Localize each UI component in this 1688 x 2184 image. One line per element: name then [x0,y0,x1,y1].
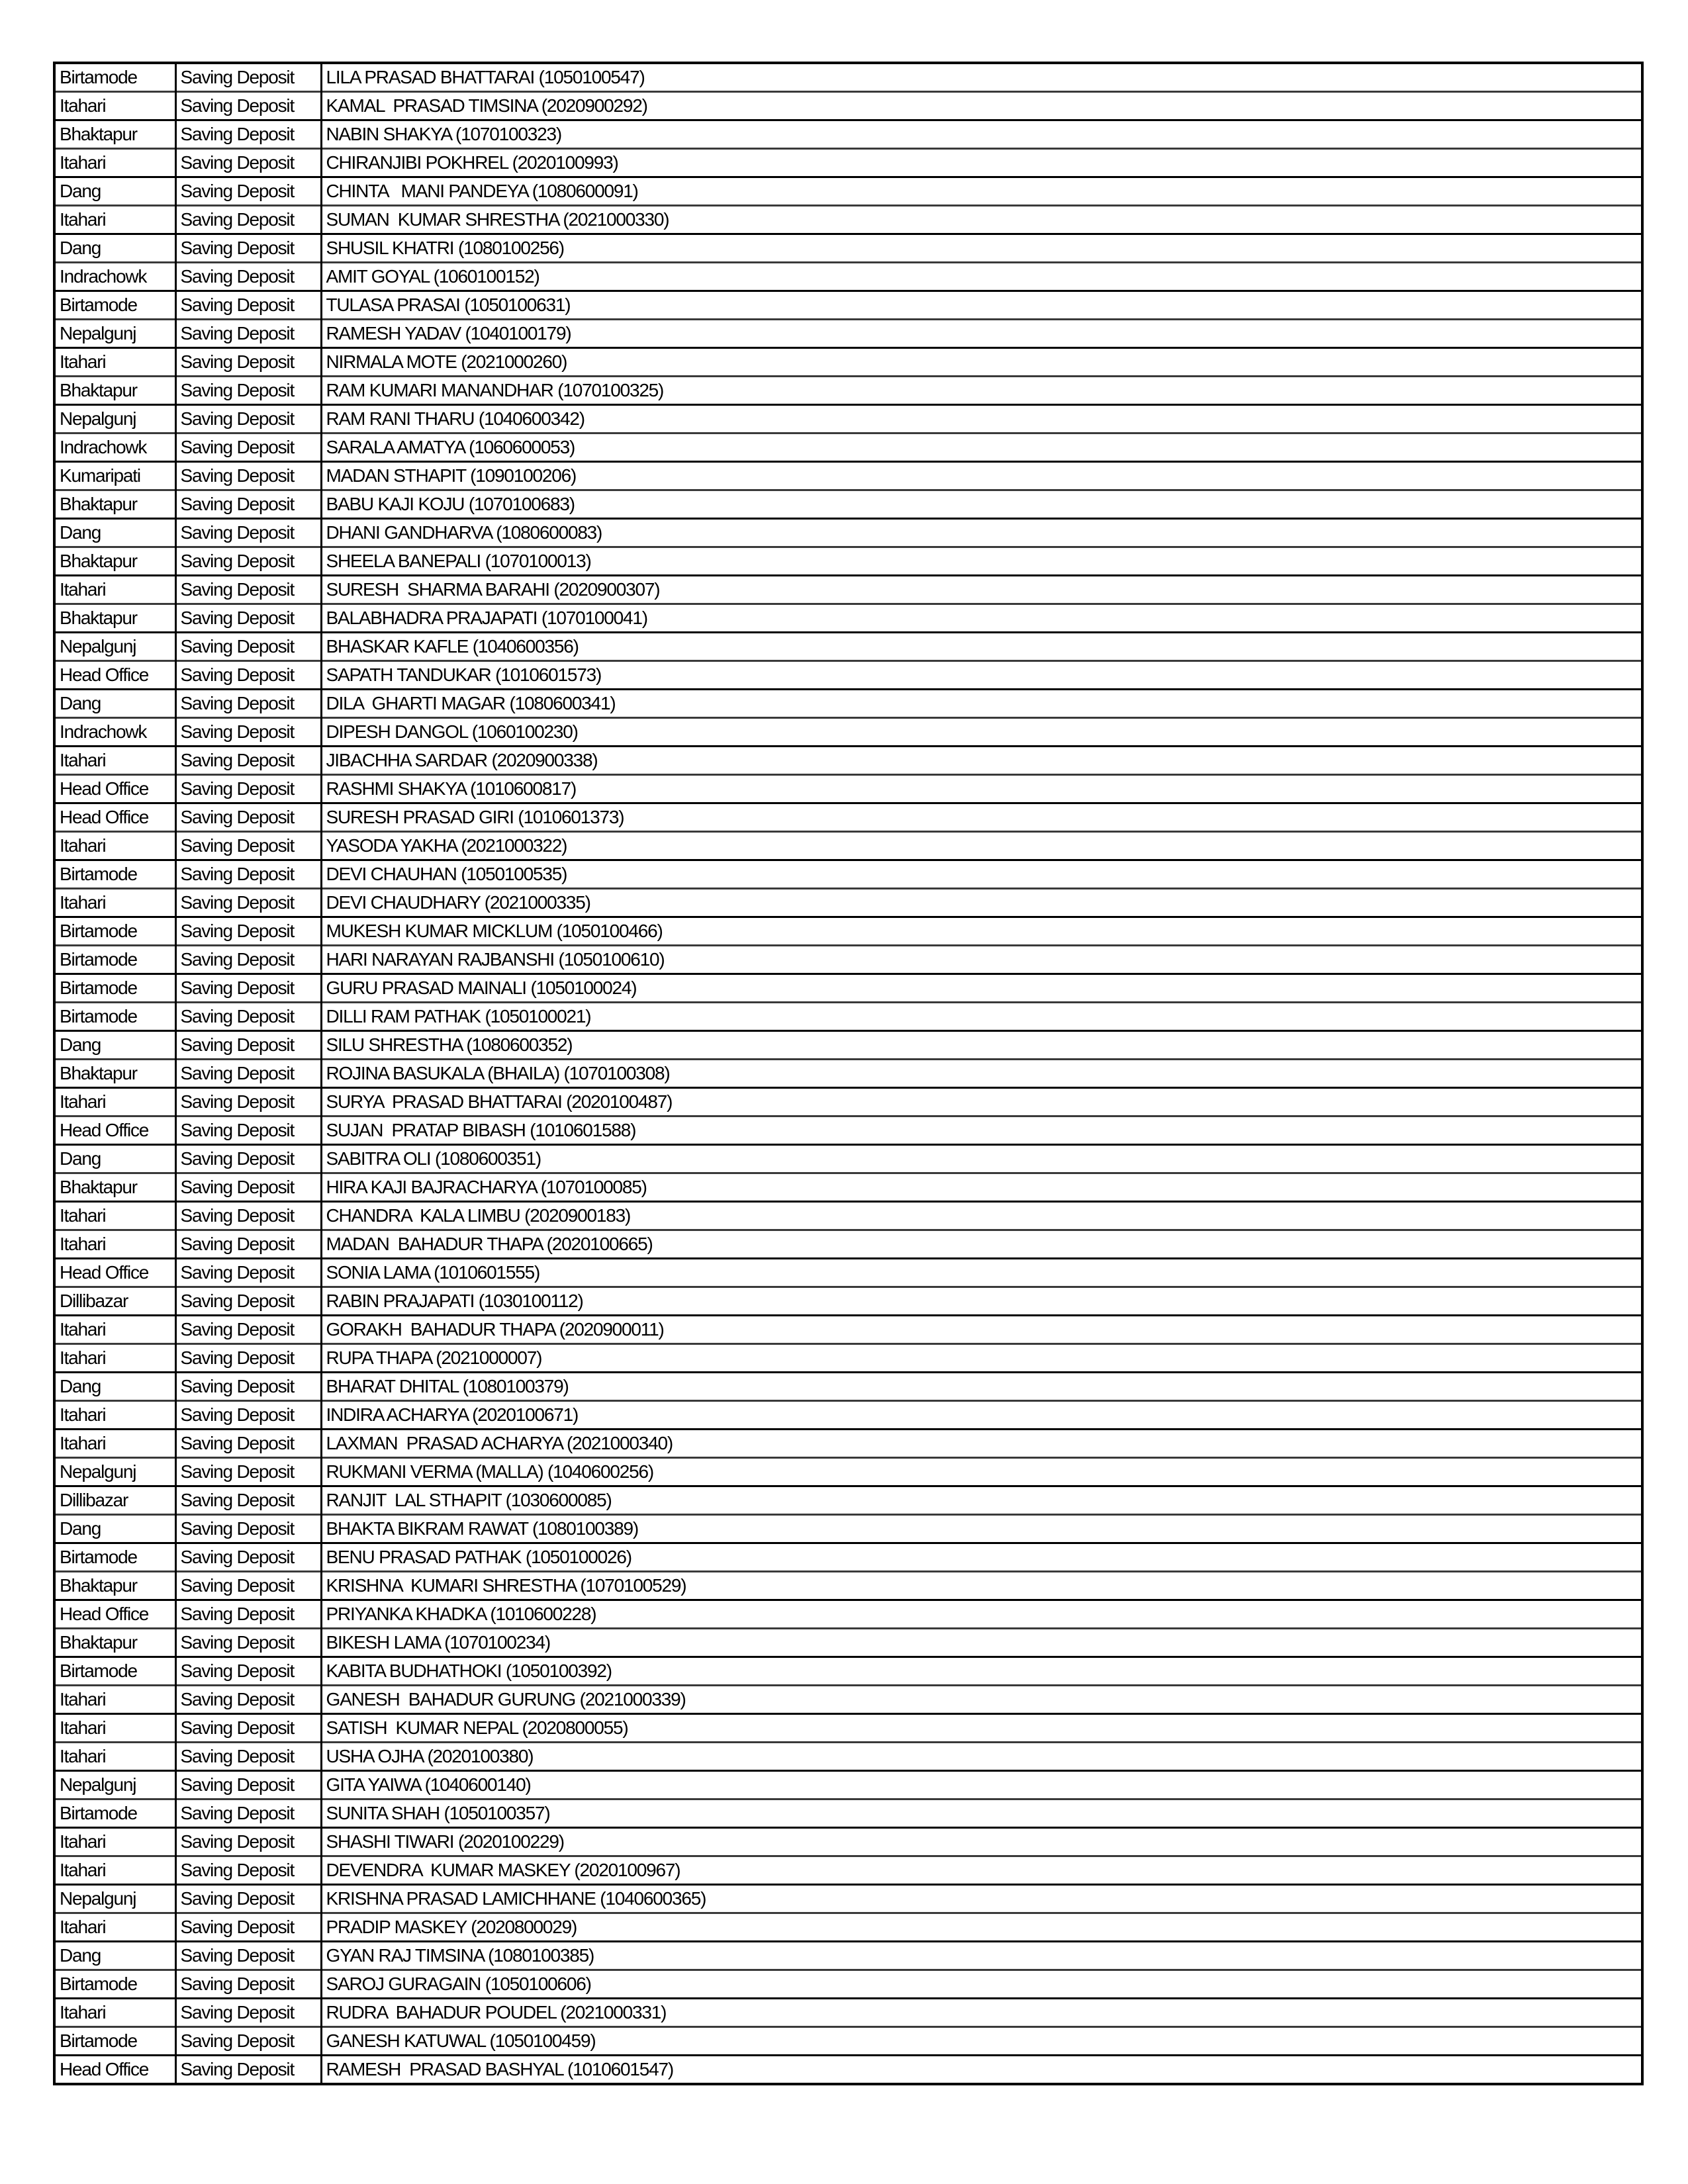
account-holder-cell: JIBACHHA SARDAR (2020900338) [321,747,1642,775]
table-row [54,917,1642,946]
account-holder-cell: KRISHNA KUMARI SHRESTHA (1070100529) [321,1572,1642,1600]
account-holder-cell: SHUSIL KHATRI (1080100256) [321,234,1642,263]
account-holder-cell: DEVI CHAUHAN (1050100535) [321,860,1642,889]
table-row [54,576,1642,604]
table-row [54,348,1642,377]
table-row [54,974,1642,1003]
table-row [54,1401,1642,1430]
account-holder-cell: RASHMI SHAKYA (1010600817) [321,775,1642,803]
account-holder-cell: CHINTA MANI PANDEYA (1080600091) [321,177,1642,206]
account-holder-cell: BHASKAR KAFLE (1040600356) [321,633,1642,661]
branch-cell: Nepalgunj [54,320,175,348]
account-type-cell: Saving Deposit [175,1088,321,1116]
branch-cell: Itahari [54,206,175,234]
branch-cell: Dillibazar [54,1287,175,1316]
account-type-cell: Saving Deposit [175,263,321,291]
branch-cell: Dang [54,690,175,718]
branch-cell: Bhaktapur [54,1629,175,1657]
account-type-cell: Saving Deposit [175,1629,321,1657]
account-holder-cell: INDIRA ACHARYA (2020100671) [321,1401,1642,1430]
account-holder-cell: CHIRANJIBI POKHREL (2020100993) [321,149,1642,177]
branch-cell: Bhaktapur [54,490,175,519]
table-row [54,1259,1642,1287]
account-type-cell: Saving Deposit [175,1600,321,1629]
account-type-cell: Saving Deposit [175,63,321,92]
account-holder-cell: SUNITA SHAH (1050100357) [321,1799,1642,1828]
account-holder-cell: SABITRA OLI (1080600351) [321,1145,1642,1173]
branch-cell: Birtamode [54,1003,175,1031]
table-row [54,604,1642,633]
table-row [54,1856,1642,1885]
table-row [54,234,1642,263]
account-holder-cell: RAM RANI THARU (1040600342) [321,405,1642,433]
account-type-cell: Saving Deposit [175,377,321,405]
branch-cell: Indrachowk [54,718,175,747]
account-holder-cell: RABIN PRAJAPATI (1030100112) [321,1287,1642,1316]
branch-cell: Itahari [54,1828,175,1856]
table-row [54,832,1642,860]
account-holder-cell: TULASA PRASAI (1050100631) [321,291,1642,320]
account-type-cell: Saving Deposit [175,1970,321,1999]
account-list-table [53,62,1644,2085]
branch-cell: Dang [54,1942,175,1970]
branch-cell: Itahari [54,1856,175,1885]
branch-cell: Head Office [54,803,175,832]
table-row [54,291,1642,320]
account-type-cell: Saving Deposit [175,718,321,747]
account-type-cell: Saving Deposit [175,1259,321,1287]
account-type-cell: Saving Deposit [175,234,321,263]
account-type-cell: Saving Deposit [175,120,321,149]
branch-cell: Bhaktapur [54,547,175,576]
table-row [54,889,1642,917]
account-holder-cell: ROJINA BASUKALA (BHAILA) (1070100308) [321,1060,1642,1088]
account-holder-cell: SONIA LAMA (1010601555) [321,1259,1642,1287]
account-type-cell: Saving Deposit [175,889,321,917]
account-type-cell: Saving Deposit [175,1486,321,1515]
table-row [54,1287,1642,1316]
table-row [54,1486,1642,1515]
table-row [54,263,1642,291]
table-row [54,1003,1642,1031]
account-type-cell: Saving Deposit [175,405,321,433]
account-holder-cell: SHASHI TIWARI (2020100229) [321,1828,1642,1856]
account-holder-cell: MADAN BAHADUR THAPA (2020100665) [321,1230,1642,1259]
account-holder-cell: MUKESH KUMAR MICKLUM (1050100466) [321,917,1642,946]
branch-cell: Itahari [54,889,175,917]
table-row [54,1799,1642,1828]
table-row [54,377,1642,405]
branch-cell: Birtamode [54,946,175,974]
table-row [54,1657,1642,1686]
account-type-cell: Saving Deposit [175,291,321,320]
account-type-cell: Saving Deposit [175,149,321,177]
account-type-cell: Saving Deposit [175,1828,321,1856]
branch-cell: Indrachowk [54,433,175,462]
account-type-cell: Saving Deposit [175,490,321,519]
branch-cell: Head Office [54,1116,175,1145]
account-holder-cell: HARI NARAYAN RAJBANSHI (1050100610) [321,946,1642,974]
account-type-cell: Saving Deposit [175,547,321,576]
account-type-cell: Saving Deposit [175,576,321,604]
branch-cell: Dang [54,1373,175,1401]
table-row [54,1116,1642,1145]
account-type-cell: Saving Deposit [175,690,321,718]
account-type-cell: Saving Deposit [175,206,321,234]
account-holder-cell: SAROJ GURAGAIN (1050100606) [321,1970,1642,1999]
account-holder-cell: RANJIT LAL STHAPIT (1030600085) [321,1486,1642,1515]
account-holder-cell: RAMESH PRASAD BASHYAL (1010601547) [321,2056,1642,2085]
branch-cell: Itahari [54,1999,175,2027]
branch-cell: Bhaktapur [54,1060,175,1088]
account-holder-cell: SARALA AMATYA (1060600053) [321,433,1642,462]
branch-cell: Itahari [54,92,175,120]
account-type-cell: Saving Deposit [175,832,321,860]
table-row [54,1202,1642,1230]
branch-cell: Dang [54,519,175,547]
account-type-cell: Saving Deposit [175,1430,321,1458]
branch-cell: Dang [54,1515,175,1543]
branch-cell: Head Office [54,1259,175,1287]
account-holder-cell: GITA YAIWA (1040600140) [321,1771,1642,1799]
branch-cell: Itahari [54,1743,175,1771]
account-holder-cell: GANESH BAHADUR GURUNG (2021000339) [321,1686,1642,1714]
account-holder-cell: MADAN STHAPIT (1090100206) [321,462,1642,490]
table-row [54,1373,1642,1401]
branch-cell: Itahari [54,1202,175,1230]
table-row [54,1885,1642,1913]
account-holder-cell: GORAKH BAHADUR THAPA (2020900011) [321,1316,1642,1344]
table-row [54,433,1642,462]
account-type-cell: Saving Deposit [175,747,321,775]
account-holder-cell: RUDRA BAHADUR POUDEL (2021000331) [321,1999,1642,2027]
branch-cell: Head Office [54,775,175,803]
account-type-cell: Saving Deposit [175,1771,321,1799]
account-type-cell: Saving Deposit [175,633,321,661]
account-type-cell: Saving Deposit [175,2027,321,2056]
account-type-cell: Saving Deposit [175,917,321,946]
account-holder-cell: SURESH SHARMA BARAHI (2020900307) [321,576,1642,604]
branch-cell: Itahari [54,1401,175,1430]
table-row [54,2027,1642,2056]
table-row [54,1173,1642,1202]
branch-cell: Dang [54,1031,175,1060]
table-row [54,1714,1642,1743]
table-row [54,92,1642,120]
branch-cell: Birtamode [54,974,175,1003]
table-row [54,1230,1642,1259]
branch-cell: Dillibazar [54,1486,175,1515]
account-holder-cell: GANESH KATUWAL (1050100459) [321,2027,1642,2056]
account-holder-cell: BABU KAJI KOJU (1070100683) [321,490,1642,519]
table-row [54,1743,1642,1771]
account-type-cell: Saving Deposit [175,92,321,120]
account-type-cell: Saving Deposit [175,1031,321,1060]
account-holder-cell: DHANI GANDHARVA (1080600083) [321,519,1642,547]
table-row [54,1060,1642,1088]
table-row [54,690,1642,718]
branch-cell: Itahari [54,576,175,604]
account-holder-cell: SURESH PRASAD GIRI (1010601373) [321,803,1642,832]
account-type-cell: Saving Deposit [175,1799,321,1828]
branch-cell: Birtamode [54,1657,175,1686]
branch-cell: Nepalgunj [54,1458,175,1486]
account-holder-cell: DILA GHARTI MAGAR (1080600341) [321,690,1642,718]
account-type-cell: Saving Deposit [175,1885,321,1913]
branch-cell: Birtamode [60,67,137,87]
account-list-body [54,63,1642,2084]
branch-cell: Birtamode [54,917,175,946]
account-type-cell: Saving Deposit [175,661,321,690]
table-row [54,519,1642,547]
branch-cell: Itahari [54,348,175,377]
branch-cell: Kumaripati [54,462,175,490]
table-row [54,1543,1642,1572]
branch-cell: Birtamode [54,291,175,320]
branch-cell: Nepalgunj [54,633,175,661]
table-row [54,1316,1642,1344]
account-type-cell: Saving Deposit [175,2056,321,2085]
account-holder-cell: USHA OJHA (2020100380) [321,1743,1642,1771]
account-type-cell: Saving Deposit [175,1116,321,1145]
branch-cell: Nepalgunj [54,1771,175,1799]
branch-cell: Itahari [54,832,175,860]
table-row [54,320,1642,348]
branch-cell: Head Office [54,1600,175,1629]
branch-cell: Dang [54,177,175,206]
table-row [54,1771,1642,1799]
branch-cell: Bhaktapur [54,1173,175,1202]
account-holder-cell: BENU PRASAD PATHAK (1050100026) [321,1543,1642,1572]
account-type-cell: Saving Deposit [175,348,321,377]
table-row [54,946,1642,974]
table-row [54,2056,1642,2085]
account-type-cell: Saving Deposit [175,1060,321,1088]
account-holder-cell: RAM KUMARI MANANDHAR (1070100325) [321,377,1642,405]
branch-cell: Itahari [54,1686,175,1714]
account-type-cell: Saving Deposit [175,1743,321,1771]
account-type-cell: Saving Deposit [175,1373,321,1401]
account-holder-cell: NABIN SHAKYA (1070100323) [321,120,1642,149]
account-type-cell: Saving Deposit [175,604,321,633]
branch-cell: Itahari [54,1714,175,1743]
account-holder-cell: SUJAN PRATAP BIBASH (1010601588) [321,1116,1642,1145]
branch-cell: Nepalgunj [54,405,175,433]
table-row [54,206,1642,234]
branch-cell: Head Office [54,2056,175,2085]
table-row [54,661,1642,690]
account-holder-cell: KRISHNA PRASAD LAMICHHANE (1040600365) [321,1885,1642,1913]
account-holder-cell: DEVI CHAUDHARY (2021000335) [321,889,1642,917]
account-holder-cell: SHEELA BANEPALI (1070100013) [321,547,1642,576]
account-type-cell: Saving Deposit [175,1714,321,1743]
account-holder-cell: SILU SHRESTHA (1080600352) [321,1031,1642,1060]
account-holder-cell: CHANDRA KALA LIMBU (2020900183) [321,1202,1642,1230]
account-holder-cell: GURU PRASAD MAINALI (1050100024) [321,974,1642,1003]
branch-cell: Birtamode [54,1543,175,1572]
account-holder-cell: BHARAT DHITAL (1080100379) [321,1373,1642,1401]
table-row [54,1515,1642,1543]
branch-cell: Birtamode [54,2027,175,2056]
table-row [54,1145,1642,1173]
table-row [54,1600,1642,1629]
table-row [54,1913,1642,1942]
branch-cell: Itahari [54,1430,175,1458]
account-type-cell: Saving Deposit [175,1202,321,1230]
account-type-cell: Saving Deposit [175,1401,321,1430]
branch-cell: Bhaktapur [54,120,175,149]
account-holder-cell: SURYA PRASAD BHATTARAI (2020100487) [321,1088,1642,1116]
account-type-cell: Saving Deposit [175,803,321,832]
table-row [54,775,1642,803]
branch-cell: Itahari [54,1913,175,1942]
account-holder-cell: LILA PRASAD BHATTARAI (1050100547) [321,63,1642,92]
table-row [54,547,1642,576]
branch-cell: Itahari [54,1230,175,1259]
table-row [54,1629,1642,1657]
branch-cell: Itahari [54,1088,175,1116]
table-row [54,1970,1642,1999]
account-type-cell: Saving Deposit [175,1686,321,1714]
account-type-cell: Saving Deposit [175,1287,321,1316]
account-holder-cell: DIPESH DANGOL (1060100230) [321,718,1642,747]
branch-cell: Itahari [54,1316,175,1344]
table-row [54,1031,1642,1060]
branch-cell: Birtamode [54,1970,175,1999]
account-holder-cell: DEVENDRA KUMAR MASKEY (2020100967) [321,1856,1642,1885]
branch-cell: Indrachowk [54,263,175,291]
branch-cell: Dang [54,1145,175,1173]
table-row [54,1458,1642,1486]
account-holder-cell: YASODA YAKHA (2021000322) [321,832,1642,860]
table-row [54,490,1642,519]
account-holder-cell: HIRA KAJI BAJRACHARYA (1070100085) [321,1173,1642,1202]
account-holder-cell: RUPA THAPA (2021000007) [321,1344,1642,1373]
table-row [54,1572,1642,1600]
branch-cell: Itahari [54,1344,175,1373]
account-holder-cell: SAPATH TANDUKAR (1010601573) [321,661,1642,690]
account-type-cell: Saving Deposit [175,462,321,490]
table-row [54,149,1642,177]
table-row [54,1430,1642,1458]
account-type-cell: Saving Deposit [175,1230,321,1259]
table-row [54,120,1642,149]
table-row [54,405,1642,433]
table-row [54,860,1642,889]
table-row [54,1344,1642,1373]
account-type-cell: Saving Deposit [175,519,321,547]
branch-cell: Bhaktapur [54,377,175,405]
branch-cell: Itahari [54,747,175,775]
account-type-cell: Saving Deposit [175,1515,321,1543]
table-row [54,177,1642,206]
table-row [54,718,1642,747]
account-type-cell: Saving Deposit [175,1856,321,1885]
branch-cell: Head Office [54,661,175,690]
account-type-cell: Saving Deposit [175,860,321,889]
account-holder-cell: SATISH KUMAR NEPAL (2020800055) [321,1714,1642,1743]
account-type-cell: Saving Deposit [175,1145,321,1173]
account-type-cell: Saving Deposit [175,320,321,348]
account-holder-cell: PRIYANKA KHADKA (1010600228) [321,1600,1642,1629]
table-row [54,1828,1642,1856]
branch-cell: Birtamode [54,1799,175,1828]
account-holder-cell: KABITA BUDHATHOKI (1050100392) [321,1657,1642,1686]
account-type-cell: Saving Deposit [175,1173,321,1202]
account-holder-cell: RAMESH YADAV (1040100179) [321,320,1642,348]
table-row [54,1686,1642,1714]
account-holder-cell: DILLI RAM PATHAK (1050100021) [321,1003,1642,1031]
account-holder-cell: RUKMANI VERMA (MALLA) (1040600256) [321,1458,1642,1486]
account-type-cell: Saving Deposit [175,1942,321,1970]
account-holder-cell: KAMAL PRASAD TIMSINA (2020900292) [321,92,1642,120]
account-type-cell: Saving Deposit [175,1572,321,1600]
account-holder-cell: GYAN RAJ TIMSINA (1080100385) [321,1942,1642,1970]
account-type-cell: Saving Deposit [175,775,321,803]
account-holder-cell: NIRMALA MOTE (2021000260) [321,348,1642,377]
account-type-cell: Saving Deposit [175,1657,321,1686]
account-holder-cell: LAXMAN PRASAD ACHARYA (2021000340) [321,1430,1642,1458]
table-row [54,63,1642,92]
table-row [54,747,1642,775]
branch-cell: Bhaktapur [54,1572,175,1600]
branch-cell: Birtamode [54,860,175,889]
account-type-cell: Saving Deposit [175,1003,321,1031]
account-type-cell: Saving Deposit [175,1458,321,1486]
branch-cell: Dang [54,234,175,263]
branch-cell: Nepalgunj [54,1885,175,1913]
table-row [54,1942,1642,1970]
account-type-cell: Saving Deposit [175,1316,321,1344]
account-type-cell: Saving Deposit [175,1344,321,1373]
table-row [54,803,1642,832]
account-holder-cell: BIKESH LAMA (1070100234) [321,1629,1642,1657]
account-type-cell: Saving Deposit [175,1543,321,1572]
account-type-cell: Saving Deposit [175,1999,321,2027]
account-type-cell: Saving Deposit [175,433,321,462]
account-type-cell: Saving Deposit [175,946,321,974]
branch-cell: Bhaktapur [54,604,175,633]
table-row [54,462,1642,490]
table-row [54,1999,1642,2027]
table-row [54,1088,1642,1116]
account-holder-cell: BHAKTA BIKRAM RAWAT (1080100389) [321,1515,1642,1543]
account-type-cell: Saving Deposit [175,1913,321,1942]
account-type-cell: Saving Deposit [175,974,321,1003]
account-holder-cell: SUMAN KUMAR SHRESTHA (2021000330) [321,206,1642,234]
account-holder-cell: BALABHADRA PRAJAPATI (1070100041) [321,604,1642,633]
account-holder-cell: AMIT GOYAL (1060100152) [321,263,1642,291]
account-holder-cell: PRADIP MASKEY (2020800029) [321,1913,1642,1942]
branch-cell: Itahari [54,149,175,177]
table-row [54,633,1642,661]
account-type-cell: Saving Deposit [175,177,321,206]
